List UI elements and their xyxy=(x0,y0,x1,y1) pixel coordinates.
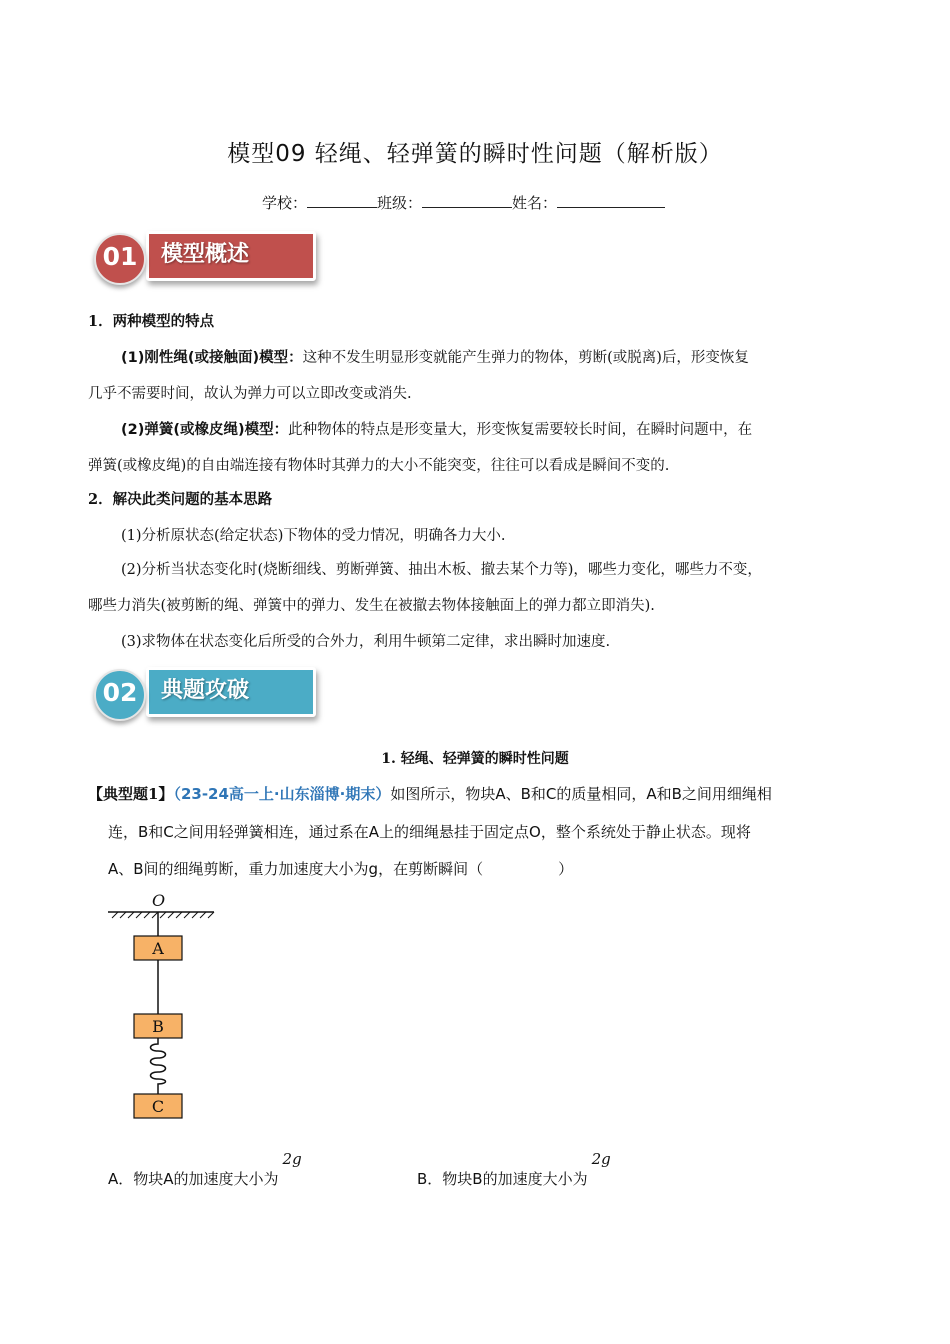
option-a-text: A．物块A的加速度大小为 xyxy=(108,1170,279,1188)
section-header-overview xyxy=(94,231,324,287)
ceiling-hatch xyxy=(112,912,214,918)
section-number: 02 xyxy=(102,678,138,707)
problem-line-1 xyxy=(88,776,772,812)
option-a[interactable] xyxy=(108,1150,302,1188)
section-title: 模型概述 xyxy=(161,242,250,267)
model-1-label: (1)刚性绳(或接触面)模型： xyxy=(121,350,303,366)
section-header-problems xyxy=(94,667,324,723)
problem-line-3: A、B间的细绳剪断，重力加速度大小为g，在剪断瞬间（ ） xyxy=(108,860,574,878)
class-blank[interactable] xyxy=(422,193,512,208)
model-2-text: 此种物体的特点是形变量大，形变恢复需要较长时间，在瞬时问题中，在 xyxy=(288,422,753,438)
school-blank[interactable] xyxy=(307,193,377,208)
option-b-text: B．物块B的加速度大小为 xyxy=(417,1170,588,1188)
step-3: (3)求物体在状态变化后所受的合外力，利用牛顿第二定律，求出瞬时加速度. xyxy=(121,634,611,650)
section-banner xyxy=(146,231,316,281)
model-2-label: (2)弹簧(或橡皮绳)模型： xyxy=(121,422,289,438)
class-label: 班级： xyxy=(377,194,423,212)
section-number: 01 xyxy=(102,242,138,271)
block-c-label: C xyxy=(151,1097,165,1116)
section-title: 典题攻破 xyxy=(161,678,250,703)
block-b-label: B xyxy=(152,1017,164,1036)
model-2-text-cont: 弹簧(或橡皮绳)的自由端连接有物体时其弹力的大小不能突变，往往可以看成是瞬间不变的. xyxy=(88,458,670,474)
school-label: 学校： xyxy=(262,194,308,212)
model-1-text: 这种不发生明显形变就能产生弹力的物体，剪断(或脱离)后，形变恢复 xyxy=(302,350,749,366)
overview-heading-2: 2．解决此类问题的基本思路 xyxy=(88,491,273,508)
page-title: 模型09 轻绳、轻弹簧的瞬时性问题（解析版） xyxy=(227,141,723,167)
block-a-label: A xyxy=(152,939,164,958)
model-2-paragraph xyxy=(121,412,752,448)
spring-block-figure xyxy=(108,888,228,1124)
step-2-cont: 哪些力消失(被剪断的绳、弹簧中的弹力、发生在被撤去物体接触面上的弹力都立即消失). xyxy=(88,598,655,614)
model-1-paragraph xyxy=(121,340,749,376)
name-blank[interactable] xyxy=(557,193,665,208)
problem-line-2: 连，B和C之间用轻弹簧相连，通过系在A上的细绳悬挂于固定点O，整个系统处于静止状态。现将 xyxy=(108,823,751,841)
problem-source: （23-24高一上·山东淄博·期末） xyxy=(173,785,391,803)
problem-tag: 【典型题1】 xyxy=(88,785,174,803)
model-1-text-cont: 几乎不需要时间，故认为弹力可以立即改变或消失. xyxy=(88,386,412,402)
spring xyxy=(151,1038,166,1094)
problem-subtitle: 1. 轻绳、轻弹簧的瞬时性问题 xyxy=(381,751,569,767)
step-1: (1)分析原状态(给定状态)下物体的受力情况，明确各力大小. xyxy=(121,528,506,544)
point-o-label: O xyxy=(152,891,166,910)
student-info-line xyxy=(262,192,665,213)
option-a-value: 2g xyxy=(282,1150,302,1168)
section-banner xyxy=(146,667,316,717)
step-2: (2)分析当状态变化时(烧断细线、剪断弹簧、抽出木板、撤去某个力等)，哪些力变化，哪些力不变， xyxy=(121,562,762,578)
option-b-value: 2g xyxy=(591,1150,611,1168)
name-label: 姓名： xyxy=(512,194,558,212)
overview-heading-1: 1．两种模型的特点 xyxy=(88,313,215,330)
problem-text-1: 如图所示，物块A、B和C的质量相同，A和B之间用细绳相 xyxy=(390,785,772,803)
option-b[interactable] xyxy=(417,1150,611,1188)
